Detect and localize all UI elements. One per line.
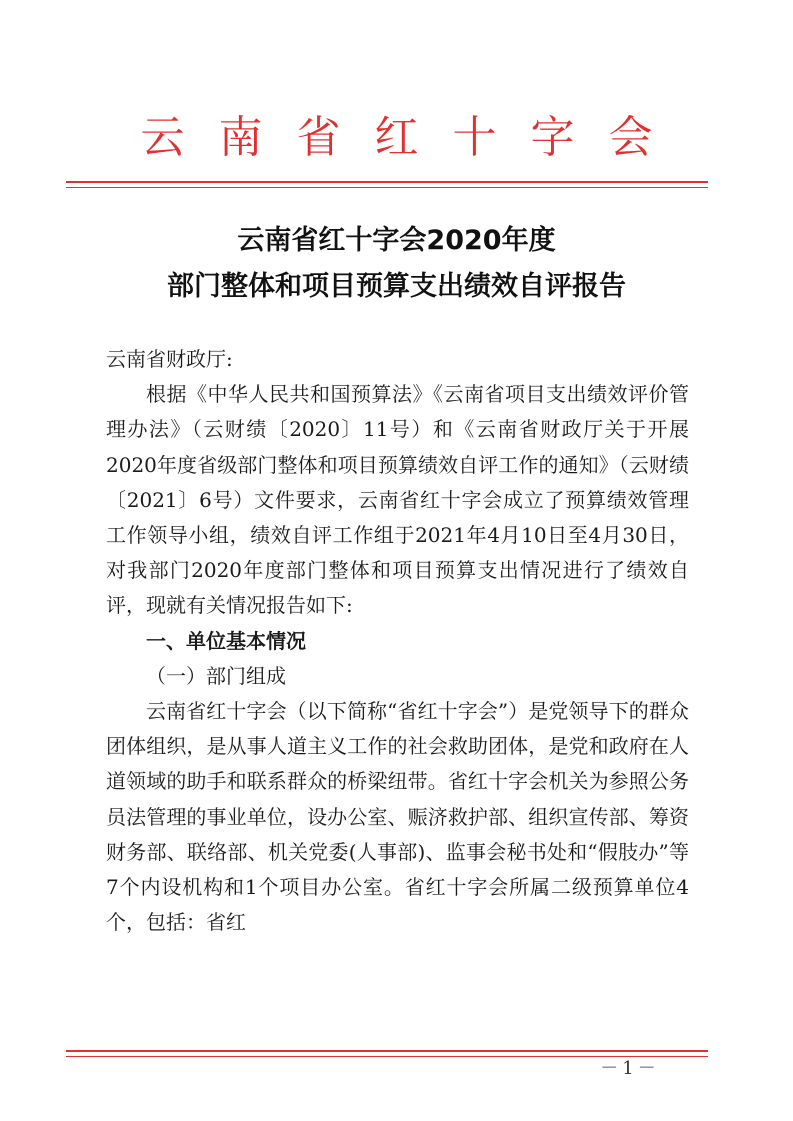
letterhead-rule-thick <box>66 181 708 183</box>
document-body <box>106 342 689 940</box>
paragraph-basis: 根据《中华人民共和国预算法》《云南省项目支出绩效评价管理办法》（云财绩〔2020〕11号）和《云南省财政厅关于开展2020年度省级部门整体和项目预算绩效自评工作的通知》（云财绩〔2021〕6号）文件要求，云南省红十字会成立了预算绩效管理工作领导小组，绩效自评工作组于2021年4月10日至4月30日，对我部门2020年度部门整体和项目预算支出情况进行了绩效自评，现就有关情况报告如下: <box>106 382 689 618</box>
letterhead-rule-thin <box>66 187 708 188</box>
letterhead-org-name: 云南省红十字会 <box>140 112 687 163</box>
paragraph-organization: 云南省红十字会（以下简称“省红十字会”）是党领导下的群众团体组织，是从事人道主义工作的社会救助团体，是党和政府在人道领域的助手和联系群众的桥梁纽带。省红十字会机关为参照公务员法管理的事业单位，设办公室、赈济救护部、组织宣传部、筹资财务部、联络部、机关党委(人事部)、监事会秘书处和“假肢办”等7个内设机构和1个项目办公室。省红十字会所属二级预算单位4个，包括：省红 <box>106 699 689 935</box>
footer-rule-thick <box>66 1050 708 1052</box>
section-heading-2: （一）部门组成 <box>146 663 286 688</box>
document-title-line1: 云南省红十字会2020年度 <box>237 225 556 256</box>
salutation: 云南省财政厅: <box>106 347 233 371</box>
section-heading-1: 一、单位基本情况 <box>146 628 306 653</box>
page-number: －1－ <box>600 1058 660 1079</box>
document-title-line2: 部门整体和项目预算支出绩效自评报告 <box>167 271 626 302</box>
